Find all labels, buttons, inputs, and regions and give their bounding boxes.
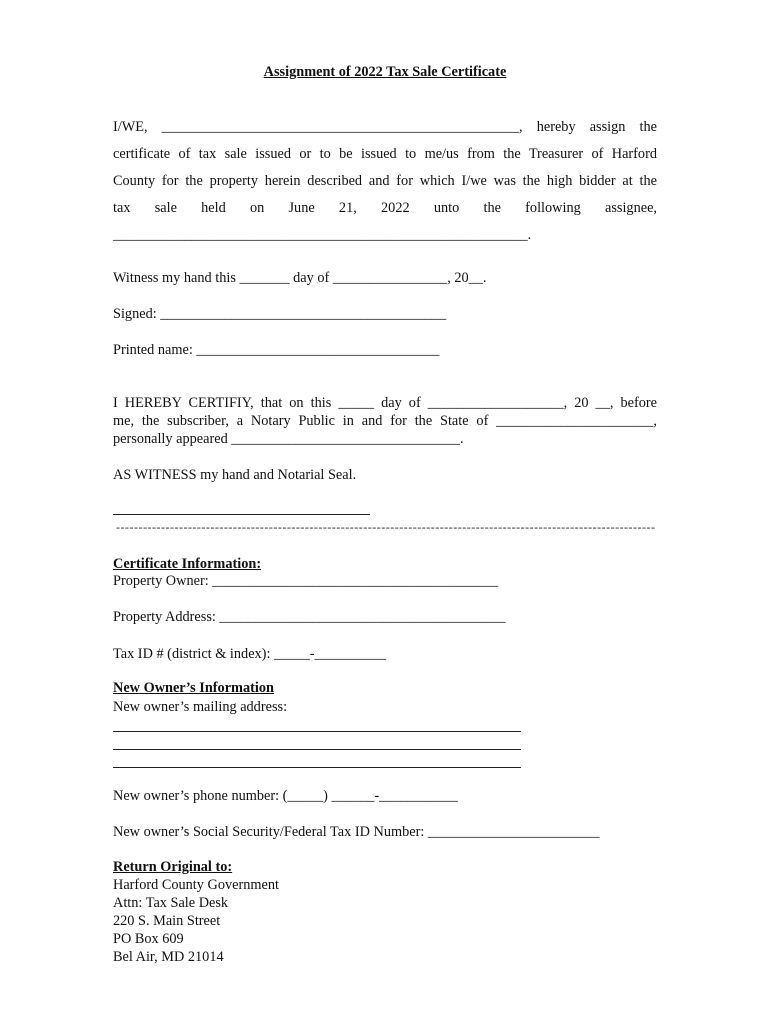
assignment-line-3: County for the property herein described and for which I/we was the high bidder at the <box>113 173 657 189</box>
mailing-address-line-3[interactable] <box>113 767 521 768</box>
signed-field[interactable]: Signed: ________________________________________ <box>113 306 447 322</box>
return-address-line-2: Attn: Tax Sale Desk <box>113 895 229 911</box>
certify-line-2[interactable]: me, the subscriber, a Notary Public in and for the State of ______________________, <box>113 413 657 429</box>
printed-name-field[interactable]: Printed name: __________________________________ <box>113 342 440 358</box>
mailing-address-line-2[interactable] <box>113 749 521 750</box>
new-owner-heading: New Owner’s Information <box>113 680 274 696</box>
section-separator: ------------------------------------------------------------------------------------------------------------------------ <box>116 520 656 534</box>
assignment-line-4: tax sale held on June 21, 2022 unto the following assignee, <box>113 200 657 216</box>
assignee-blank[interactable]: __________________________________________________________. <box>113 227 532 243</box>
witness-line[interactable]: Witness my hand this _______ day of ________________, 20__. <box>113 270 487 286</box>
assignment-line-1 <box>113 118 657 136</box>
return-heading: Return Original to: <box>113 859 233 875</box>
assignment-suffix: , hereby assign the <box>519 119 657 135</box>
notary-signature-line[interactable] <box>113 514 370 515</box>
as-witness-text: AS WITNESS my hand and Notarial Seal. <box>113 467 357 483</box>
property-owner-field[interactable]: Property Owner: ________________________________________ <box>113 573 499 589</box>
return-address-line-3: 220 S. Main Street <box>113 913 221 929</box>
property-address-field[interactable]: Property Address: ________________________________________ <box>113 609 506 625</box>
certify-line-3[interactable]: personally appeared ________________________________. <box>113 431 464 447</box>
assignment-prefix: I/WE, <box>113 119 162 135</box>
mailing-address-line-1[interactable] <box>113 731 521 732</box>
return-address-line-1: Harford County Government <box>113 877 279 893</box>
tax-id-ssn-field[interactable]: New owner’s Social Security/Federal Tax ID Number: ________________________ <box>113 824 600 840</box>
certificate-info-heading: Certificate Information: <box>113 556 262 572</box>
mailing-address-label: New owner’s mailing address: <box>113 699 288 715</box>
page-title: Assignment of 2022 Tax Sale Certificate <box>263 64 507 80</box>
assignor-name-blank[interactable]: __________________________________________________ <box>161 119 520 135</box>
phone-field[interactable]: New owner’s phone number: (_____) ______-___________ <box>113 788 458 804</box>
return-address-line-5: Bel Air, MD 21014 <box>113 949 224 965</box>
certify-line-1[interactable]: I HEREBY CERTIFIY, that on this _____ day of ___________________, 20 __, before <box>113 395 657 411</box>
tax-id-field[interactable]: Tax ID # (district & index): _____-__________ <box>113 646 386 662</box>
assignment-line-2: certificate of tax sale issued or to be issued to me/us from the Treasurer of Harford <box>113 146 657 162</box>
return-address-line-4: PO Box 609 <box>113 931 184 947</box>
